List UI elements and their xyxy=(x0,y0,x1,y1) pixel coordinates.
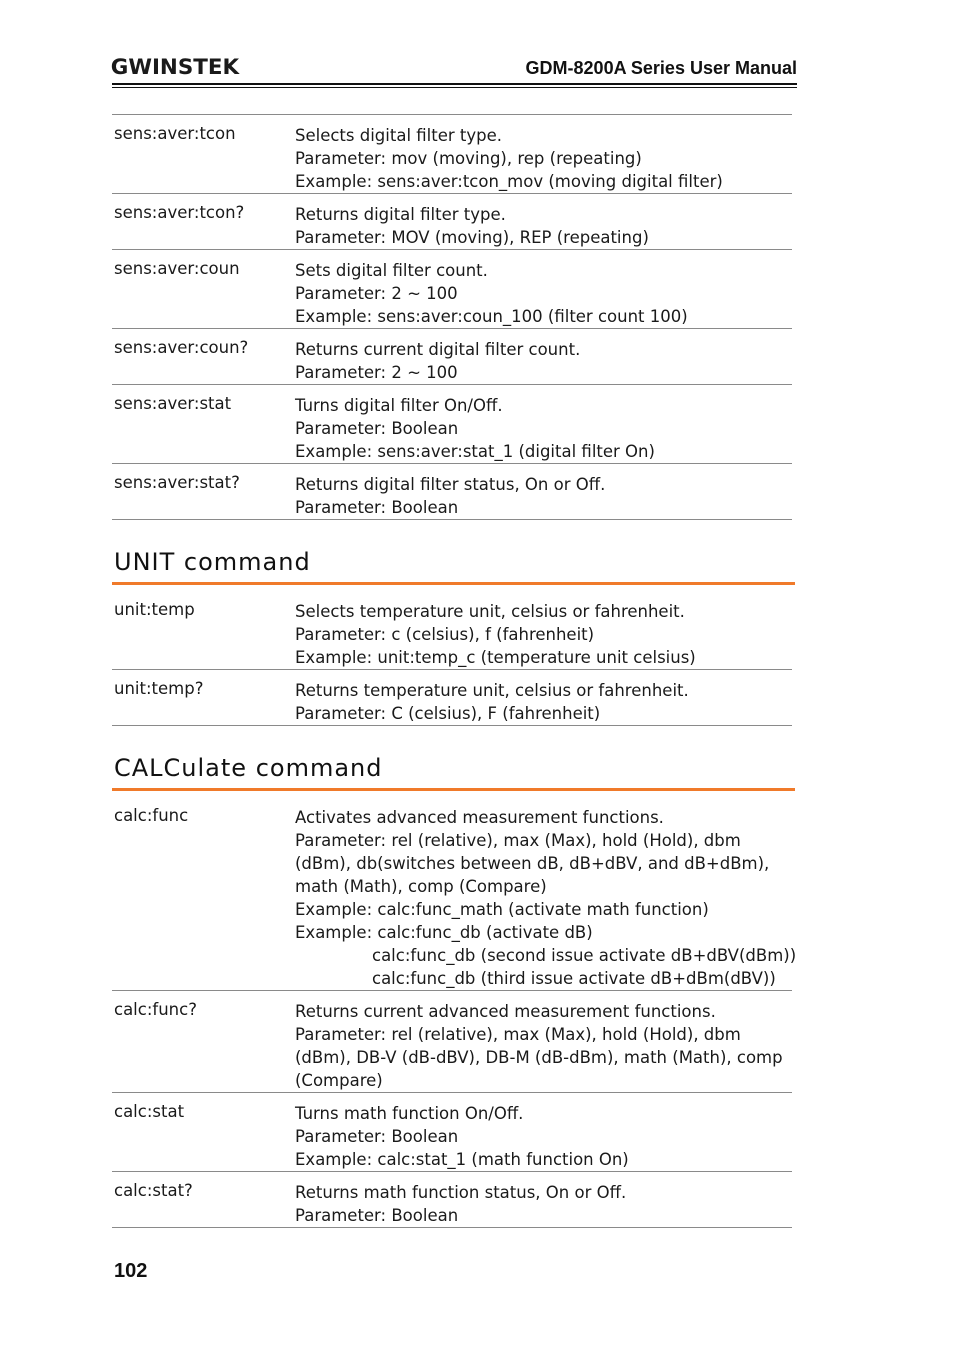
description-line: Turns math function On/Off. xyxy=(295,1104,524,1123)
manual-title: GDM-8200A Series User Manual xyxy=(525,58,797,78)
command-description xyxy=(295,473,790,519)
description-line: Returns digital filter status, On or Off. xyxy=(295,475,606,494)
description-line: Parameter: rel (relative), max (Max), hold (Hold), dbm xyxy=(295,1025,741,1044)
description-line: Example: sens:aver:stat_1 (digital filter On) xyxy=(295,442,655,461)
description-line: Parameter: 2 ~ 100 xyxy=(295,363,458,382)
table-row xyxy=(112,991,792,1093)
page-number: 102 xyxy=(114,1260,148,1282)
command-name: calc:func xyxy=(114,806,189,825)
description-line: Parameter: Boolean xyxy=(295,1206,459,1225)
section-rule xyxy=(112,788,795,791)
description-line: Activates advanced measurement functions. xyxy=(295,808,664,827)
command-name: sens:aver:stat? xyxy=(114,473,240,492)
table-row xyxy=(112,1172,792,1228)
description-line: Returns current digital filter count. xyxy=(295,340,581,359)
command-description xyxy=(295,259,790,328)
command-description xyxy=(295,679,790,725)
description-line: Example: sens:aver:tcon_mov (moving digital filter) xyxy=(295,172,723,191)
description-line: Example: sens:aver:coun_100 (filter count 100) xyxy=(295,307,688,326)
description-line: Sets digital filter count. xyxy=(295,261,488,280)
header-rule xyxy=(112,83,797,85)
description-line: (dBm), DB-V (dB-dBV), DB-M (dB-dBm), math (Math), comp xyxy=(295,1048,783,1067)
table-row xyxy=(112,1093,792,1172)
table-row xyxy=(112,250,792,329)
command-name: sens:aver:stat xyxy=(114,394,232,413)
command-description xyxy=(295,124,790,193)
table-row xyxy=(112,591,792,670)
command-name: calc:stat? xyxy=(114,1181,193,1200)
table-row xyxy=(112,114,792,194)
description-line: Parameter: Boolean xyxy=(295,498,459,517)
description-line: Parameter: C (celsius), F (fahrenheit) xyxy=(295,704,601,723)
header-rule-thin xyxy=(112,87,797,88)
description-line: (dBm), db(switches between dB, dB+dBV, and dB+dBm), xyxy=(295,854,770,873)
command-description xyxy=(295,806,797,990)
description-line: Parameter: Boolean xyxy=(295,419,459,438)
command-name: sens:aver:coun? xyxy=(114,338,249,357)
calculate-command-table xyxy=(112,797,797,1228)
command-description xyxy=(295,1102,790,1171)
command-description xyxy=(295,1181,790,1227)
description-line: Example: unit:temp_c (temperature unit celsius) xyxy=(295,648,696,667)
description-line: (Compare) xyxy=(295,1071,383,1090)
aver-command-table xyxy=(112,114,792,520)
table-row xyxy=(112,797,797,991)
description-line: Parameter: Boolean xyxy=(295,1127,459,1146)
section-title-calculate: CALCulate command xyxy=(114,754,383,782)
command-name: sens:aver:tcon xyxy=(114,124,236,143)
description-line: Example: calc:stat_1 (math function On) xyxy=(295,1150,629,1169)
description-line: Example: calc:func_math (activate math function) xyxy=(295,900,709,919)
unit-command-table xyxy=(112,591,792,726)
command-description xyxy=(295,1000,790,1092)
description-line: Parameter: MOV (moving), REP (repeating) xyxy=(295,228,649,247)
description-line: Parameter: 2 ~ 100 xyxy=(295,284,458,303)
command-description xyxy=(295,394,790,463)
description-line: Turns digital filter On/Off. xyxy=(295,396,503,415)
page-header xyxy=(112,54,797,88)
description-line: Selects digital filter type. xyxy=(295,126,502,145)
table-row xyxy=(112,329,792,385)
command-description xyxy=(295,203,790,249)
description-line: Parameter: rel (relative), max (Max), hold (Hold), dbm xyxy=(295,831,741,850)
section-rule xyxy=(112,582,795,585)
command-name: sens:aver:coun xyxy=(114,259,240,278)
command-description xyxy=(295,338,790,384)
table-row xyxy=(112,464,792,520)
description-line: Example: calc:func_db (activate dB) xyxy=(295,923,593,942)
brand-logo: GWINSTEK xyxy=(110,55,240,79)
description-line: Returns current advanced measurement functions. xyxy=(295,1002,716,1021)
description-line: Returns math function status, On or Off. xyxy=(295,1183,627,1202)
command-name: calc:func? xyxy=(114,1000,197,1019)
table-row xyxy=(112,385,792,464)
section-title-unit: UNIT command xyxy=(114,548,311,576)
description-line: calc:func_db (third issue activate dB+dBm(dBV)) xyxy=(372,969,776,988)
table-row xyxy=(112,670,792,726)
table-row xyxy=(112,194,792,250)
description-line: Returns temperature unit, celsius or fahrenheit. xyxy=(295,681,689,700)
description-line: Parameter: mov (moving), rep (repeating) xyxy=(295,149,642,168)
description-line: math (Math), comp (Compare) xyxy=(295,877,547,896)
command-name: sens:aver:tcon? xyxy=(114,203,245,222)
command-name: calc:stat xyxy=(114,1102,185,1121)
description-line: Selects temperature unit, celsius or fahrenheit. xyxy=(295,602,685,621)
command-name: unit:temp? xyxy=(114,679,204,698)
description-line: Returns digital filter type. xyxy=(295,205,506,224)
description-line: Parameter: c (celsius), f (fahrenheit) xyxy=(295,625,595,644)
command-name: unit:temp xyxy=(114,600,195,619)
description-line: calc:func_db (second issue activate dB+dBV(dBm)) xyxy=(372,946,797,965)
command-description xyxy=(295,600,790,669)
